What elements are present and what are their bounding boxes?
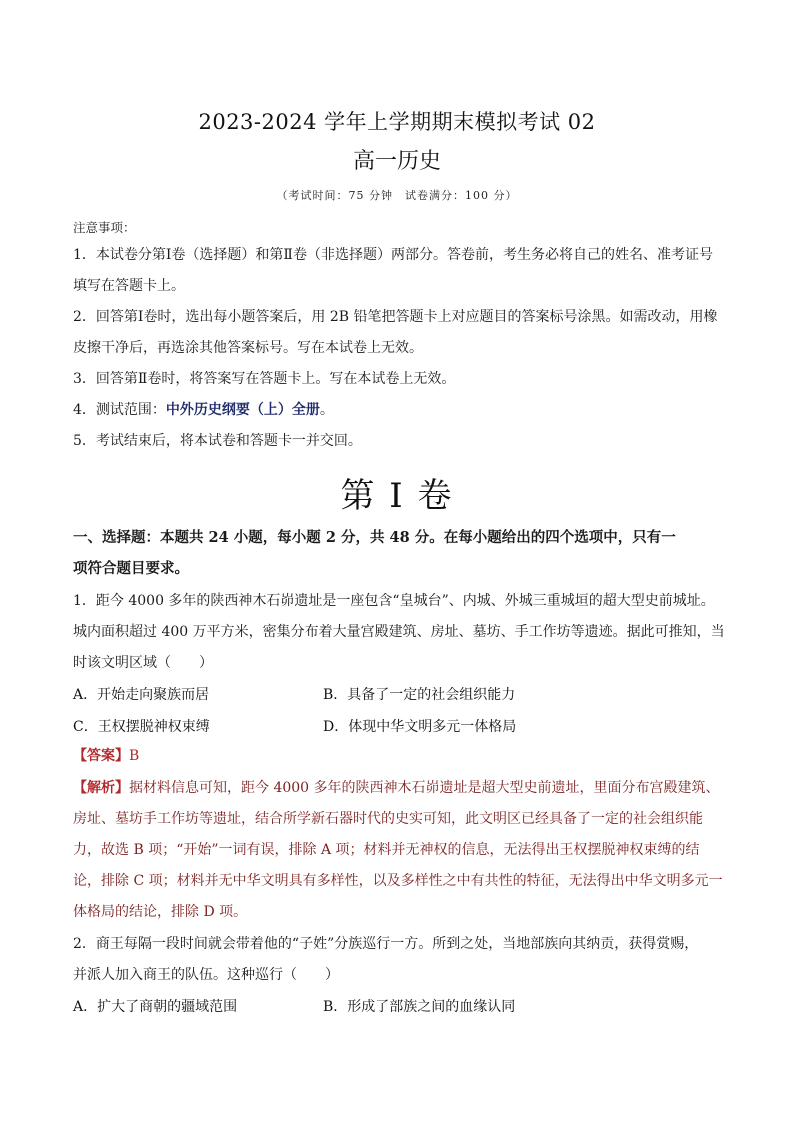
question-1-line-2: 城内面积超过 400 万平方米，密集分布着大量宫殿建筑、房址、墓坊、手工作坊等遗迹。据此可推知，当 <box>73 624 725 640</box>
question-1 <box>73 586 723 679</box>
question-1-option-d: D．体现中华文明多元一体格局 <box>323 719 517 735</box>
question-1-option-a: A．开始走向聚族而居 <box>73 687 210 703</box>
question-2-option-a: A．扩大了商朝的疆域范围 <box>73 999 238 1015</box>
notes-item-1-line-1: 1．本试卷分第Ⅰ卷（选择题）和第Ⅱ卷（非选择题）两部分。答卷前，考生务必将自己的姓名、准考证号 <box>73 247 713 263</box>
exam-title: 2023-2024 学年上学期期末模拟考试 02 <box>198 110 596 134</box>
notes-list <box>73 240 723 457</box>
explanation-label: 【解析】 <box>73 780 129 796</box>
notes-heading: 注意事项： <box>73 220 136 235</box>
notes-item-1-line-2: 填写在答题卡上。 <box>73 278 185 294</box>
question-2-line-1: 2．商王每隔一段时间就会带着他的“子姓”分族巡行一方。所到之处，当地部族向其纳贡，获得赏赐， <box>73 936 699 952</box>
question-2 <box>73 929 723 991</box>
notes-item-4 <box>73 395 723 426</box>
question-1-line-3: 时该文明区域（ ） <box>73 655 213 671</box>
notes-item-5: 5．考试结束后，将本试卷和答题卡一并交回。 <box>73 433 362 449</box>
notes-item-4-prefix: 4．测试范围： <box>73 402 166 418</box>
test-scope: 中外历史纲要（上）全册 <box>165 402 320 418</box>
explanation-line-5: 体格局的结论，排除 D 项。 <box>73 904 248 920</box>
question-1-line-1: 1．距今 4000 多年的陕西神木石峁遗址是一座包含“皇城台”、内城、外城三重城垣的超大型史前城址。 <box>73 593 715 609</box>
explanation-line-4: 论，排除 C 项；材料并无中华文明具有多样性，以及多样性之中有共性的特征，无法得出中华文明多元一 <box>73 873 723 889</box>
answer-label: 【答案】 <box>73 748 129 764</box>
subject-title: 高一历史 <box>352 149 441 174</box>
question-1-option-b: B．具备了一定的社会组织能力 <box>323 687 516 703</box>
part-one-title: 第 I 卷 <box>340 476 454 516</box>
question-1-answer <box>73 741 723 772</box>
question-2-option-b: B．形成了部族之间的血缘认同 <box>323 999 516 1015</box>
section-instructions <box>73 522 723 584</box>
exam-time-score-info: （考试时间：75 分钟 试卷满分：100 分） <box>276 189 518 202</box>
notes-item-3: 3．回答第Ⅱ卷时，将答案写在答题卡上。写在本试卷上无效。 <box>73 371 456 387</box>
explanation-line-3: 力，故选 B 项；“开始”一词有误，排除 A 项；材料并无神权的信息，无法得出王权摆脱神权束缚的结 <box>73 842 700 858</box>
explanation-line-1: 据材料信息可知，距今 4000 多年的陕西神木石峁遗址是超大型史前遗址，里面分布宫殿建筑、 <box>129 780 720 796</box>
notes-item-4-suffix: 。 <box>319 402 334 418</box>
section-line-1: 一、选择题：本题共 24 小题，每小题 2 分，共 48 分。在每小题给出的四个选项中，只有一 <box>73 529 676 546</box>
notes-item-2-line-1: 2．回答第Ⅰ卷时，选出每小题答案后，用 2B 铅笔把答题卡上对应题目的答案标号涂黑。如需改动，用橡 <box>73 309 718 325</box>
section-line-2: 项符合题目要求。 <box>73 560 189 577</box>
question-2-line-2: 并派人加入商王的队伍。这种巡行（ ） <box>73 967 339 983</box>
answer-value: B <box>129 748 140 764</box>
explanation-line-2: 房址、墓坊手工作坊等遗址，结合所学新石器时代的史实可知，此文明区已经具备了一定的社会组织能 <box>73 811 703 827</box>
question-1-option-c: C．王权摆脱神权束缚 <box>73 719 210 735</box>
question-1-explanation <box>73 773 723 928</box>
notes-item-2-line-2: 皮擦干净后，再选涂其他答案标号。写在本试卷上无效。 <box>73 340 423 356</box>
